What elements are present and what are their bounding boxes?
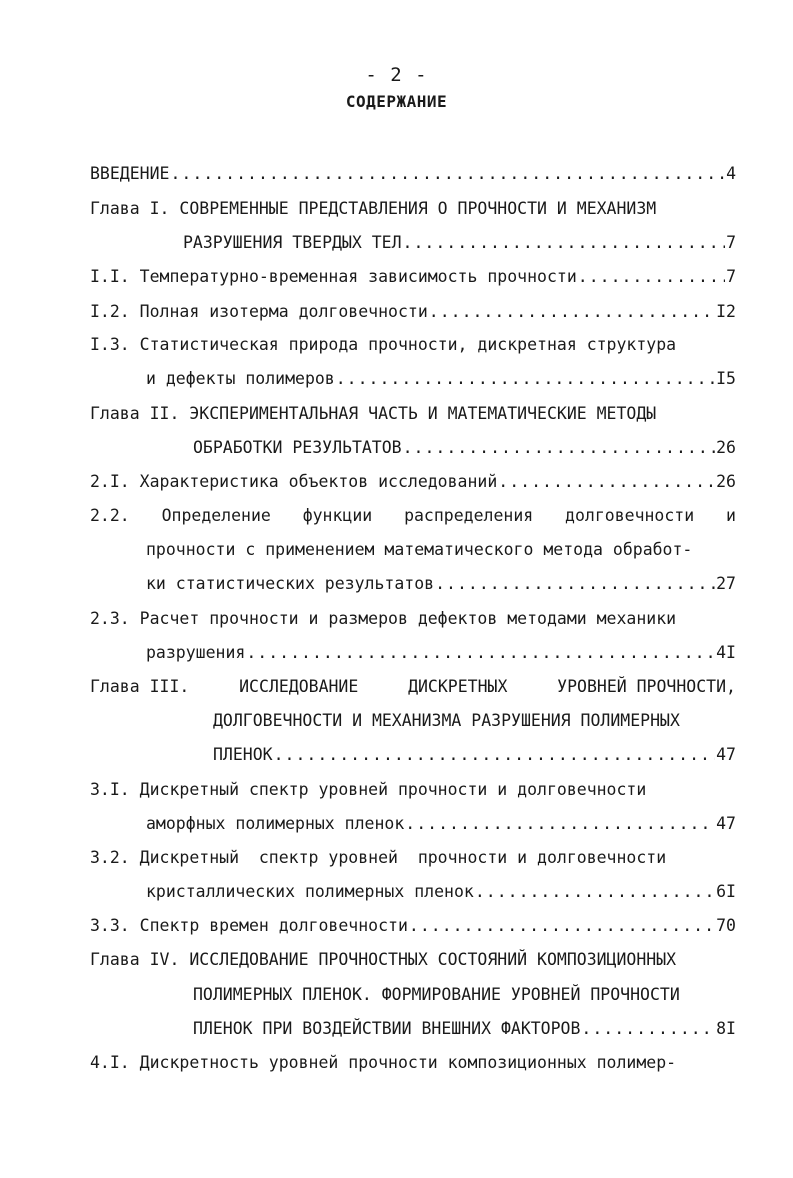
toc-entry-page: 7	[726, 233, 736, 252]
toc-leader-dots	[274, 740, 716, 770]
toc-chapter-1-continuation	[183, 228, 736, 258]
toc-section-2-1	[90, 467, 736, 497]
toc-entry-text: разрушения	[146, 643, 246, 662]
toc-chapter-3-continuation	[213, 706, 680, 736]
toc-entry-text: прочности с применением математического метода обработ-	[146, 540, 693, 559]
toc-entry-text: Глава I. СОВРЕМЕННЫЕ ПРЕДСТАВЛЕНИЯ О ПРОЧНОСТИ И МЕХАНИЗМ	[90, 199, 657, 218]
toc-chapter-1-heading	[90, 194, 656, 224]
toc-leader-dots	[498, 467, 715, 497]
toc-entry-page: I2	[716, 302, 736, 321]
toc-leader-dots	[336, 364, 715, 394]
toc-entry-page: 8I	[716, 1019, 736, 1038]
toc-entry-text: Глава II. ЭКСПЕРИМЕНТАЛЬНАЯ ЧАСТЬ И МАТЕМАТИЧЕСКИЕ МЕТОДЫ	[90, 404, 657, 423]
toc-section-3-2	[90, 843, 666, 873]
toc-leader-dots	[403, 433, 716, 463]
toc-entry-text: 2.3. Расчет прочности и размеров дефектов методами механики	[90, 609, 677, 628]
toc-entry-text: I.2. Полная изотерма долговечности	[90, 302, 428, 321]
toc-section-2-2	[90, 501, 736, 531]
toc-word: УРОВНЕЙ ПРОЧНОСТИ,	[557, 677, 736, 696]
toc-entry-page: 6I	[716, 882, 736, 901]
toc-word: функции	[302, 506, 373, 525]
toc-chapter-2-continuation	[193, 433, 736, 463]
toc-leader-dots	[581, 1014, 715, 1044]
toc-leader-dots	[405, 809, 715, 839]
toc-entry-text: 3.2. Дискретный спектр уровней прочности и долговечности	[90, 848, 667, 867]
toc-leader-dots	[170, 159, 725, 189]
toc-entry-page: 70	[716, 916, 736, 935]
toc-word: Определение	[161, 506, 271, 525]
toc-entry-text: РАЗРУШЕНИЯ ТВЕРДЫХ ТЕЛ	[183, 233, 402, 252]
toc-leader-dots	[475, 877, 715, 907]
toc-chapter-3-heading	[90, 672, 736, 702]
toc-section-3-1	[90, 775, 646, 805]
toc-word: 2.2.	[90, 506, 130, 525]
toc-section-4-1	[90, 1048, 676, 1078]
toc-entry-text: кристаллических полимерных пленок	[146, 882, 474, 901]
toc-leader-dots	[429, 297, 715, 327]
toc-entry-text: ПЛЕНОК	[213, 745, 273, 764]
toc-entry-text: ДОЛГОВЕЧНОСТИ И МЕХАНИЗМА РАЗРУШЕНИЯ ПОЛИМЕРНЫХ	[213, 711, 680, 730]
toc-word: и	[726, 506, 736, 525]
toc-entry-text: 4.I. Дискретность уровней прочности композиционных полимер-	[90, 1053, 677, 1072]
toc-chapter-3-continuation-2	[213, 740, 736, 770]
toc-entry-introduction	[90, 159, 736, 189]
toc-entry-page: 4	[726, 164, 736, 183]
toc-chapter-4-heading	[90, 945, 676, 975]
toc-section-1-3-continuation	[146, 364, 736, 394]
toc-entry-text: ПОЛИМЕРНЫХ ПЛЕНОК. ФОРМИРОВАНИЕ УРОВНЕЙ ПРОЧНОСТИ	[193, 985, 680, 1004]
toc-entry-page: 47	[716, 745, 736, 764]
toc-entry-text: I.3. Статистическая природа прочности, дискретная структура	[90, 335, 677, 354]
toc-entry-text: 3.3. Спектр времен долговечности	[90, 916, 408, 935]
page-title: СОДЕРЖАНИЕ	[345, 92, 448, 111]
toc-section-2-3	[90, 604, 676, 634]
toc-leader-dots	[403, 228, 726, 258]
toc-word: Глава III.	[90, 677, 190, 696]
toc-word: долговечности	[565, 506, 695, 525]
toc-entry-page: 27	[716, 574, 736, 593]
toc-section-2-2-continuation	[146, 535, 692, 565]
toc-entry-page: 7	[726, 267, 736, 286]
toc-section-3-1-continuation	[146, 809, 736, 839]
toc-chapter-4-continuation	[193, 980, 680, 1010]
toc-entry-text: I.I. Температурно-временная зависимость прочности	[90, 267, 577, 286]
toc-word: распределения	[404, 506, 534, 525]
toc-entry-page: 26	[716, 438, 736, 457]
toc-chapter-2-heading	[90, 399, 656, 429]
page-number: - 2 -	[365, 64, 428, 86]
toc-entry-text: и дефекты полимеров	[146, 369, 335, 388]
toc-leader-dots	[409, 911, 715, 941]
toc-section-3-2-continuation	[146, 877, 736, 907]
toc-leader-dots	[578, 262, 725, 292]
toc-section-1-3	[90, 330, 676, 360]
toc-entry-text: 3.I. Дискретный спектр уровней прочности и долговечности	[90, 780, 647, 799]
toc-chapter-4-continuation-2	[193, 1014, 736, 1044]
toc-word: ИССЛЕДОВАНИЕ	[239, 677, 359, 696]
toc-entry-page: I5	[716, 369, 736, 388]
toc-entry-text: 2.I. Характеристика объектов исследований	[90, 472, 498, 491]
toc-leader-dots	[435, 569, 715, 599]
toc-word: ДИСКРЕТНЫХ	[408, 677, 508, 696]
toc-entry-text: ПЛЕНОК ПРИ ВОЗДЕЙСТВИИ ВНЕШНИХ ФАКТОРОВ	[193, 1019, 581, 1038]
toc-entry-page: 4I	[716, 643, 736, 662]
toc-entry-page: 26	[716, 472, 736, 491]
toc-entry-text: ки статистических результатов	[146, 574, 435, 593]
toc-entry-text: аморфных полимерных пленок	[146, 814, 405, 833]
toc-section-3-3	[90, 911, 736, 941]
toc-section-2-3-continuation	[146, 638, 736, 668]
toc-section-1-1	[90, 262, 736, 292]
toc-leader-dots	[246, 638, 715, 668]
toc-entry-text: ВВЕДЕНИЕ	[90, 164, 170, 183]
toc-entry-page: 47	[716, 814, 736, 833]
toc-entry-text: ОБРАБОТКИ РЕЗУЛЬТАТОВ	[193, 438, 402, 457]
toc-section-2-2-continuation-2	[146, 569, 736, 599]
toc-entry-text: Глава IV. ИССЛЕДОВАНИЕ ПРОЧНОСТНЫХ СОСТОЯНИЙ КОМПОЗИЦИОННЫХ	[90, 950, 677, 969]
toc-section-1-2	[90, 297, 736, 327]
